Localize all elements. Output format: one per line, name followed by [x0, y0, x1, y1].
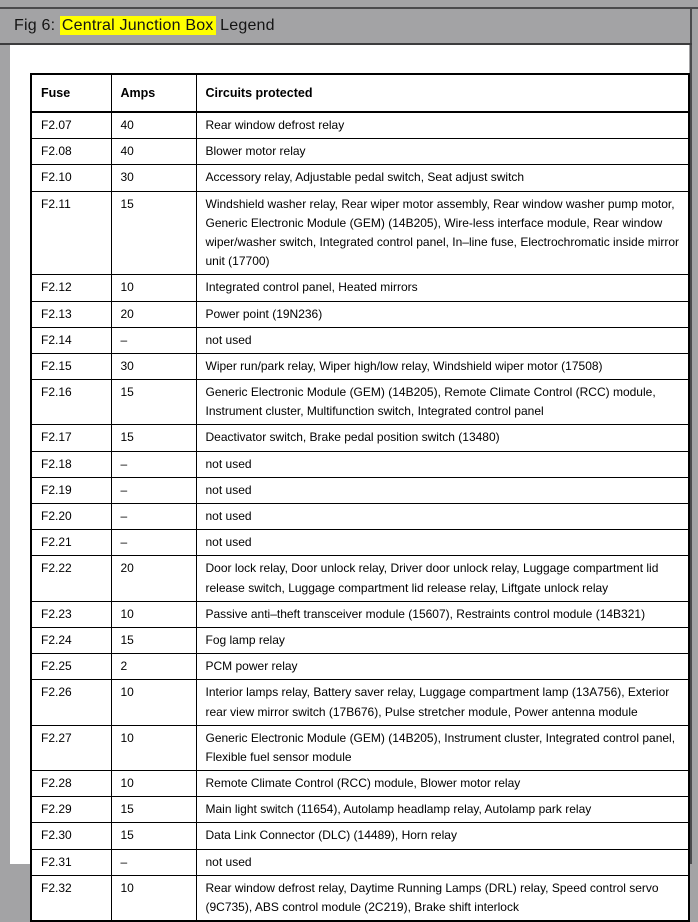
circuits-cell: Wiper run/park relay, Wiper high/low relay, Windshield wiper motor (17508) — [196, 353, 689, 379]
fuse-cell: F2.28 — [31, 771, 111, 797]
figure-caption-highlight: Central Junction Box — [61, 17, 214, 34]
table-header-row — [31, 74, 689, 112]
fuse-cell: F2.24 — [31, 627, 111, 653]
amps-cell: 10 — [111, 771, 196, 797]
table-row — [31, 849, 689, 875]
amps-cell: – — [111, 477, 196, 503]
amps-cell: 2 — [111, 654, 196, 680]
amps-cell: – — [111, 530, 196, 556]
fuse-cell: F2.16 — [31, 380, 111, 425]
circuits-cell: not used — [196, 327, 689, 353]
amps-cell: 15 — [111, 425, 196, 451]
amps-cell: 15 — [111, 823, 196, 849]
fuse-cell: F2.12 — [31, 275, 111, 301]
circuits-cell: not used — [196, 849, 689, 875]
table-row — [31, 725, 689, 770]
circuits-cell: Deactivator switch, Brake pedal position switch (13480) — [196, 425, 689, 451]
table-row — [31, 139, 689, 165]
table-row — [31, 680, 689, 725]
figure-caption — [14, 17, 275, 35]
fuse-cell: F2.30 — [31, 823, 111, 849]
fuse-cell: F2.23 — [31, 601, 111, 627]
fuse-cell: F2.25 — [31, 654, 111, 680]
fuse-cell: F2.27 — [31, 725, 111, 770]
document-page — [10, 45, 689, 914]
table-row — [31, 771, 689, 797]
table-row — [31, 112, 689, 139]
table-row — [31, 601, 689, 627]
amps-cell: 40 — [111, 139, 196, 165]
table-row — [31, 425, 689, 451]
fuse-cell: F2.13 — [31, 301, 111, 327]
table-row — [31, 191, 689, 275]
circuits-cell: Remote Climate Control (RCC) module, Blower motor relay — [196, 771, 689, 797]
fuse-cell: F2.08 — [31, 139, 111, 165]
amps-cell: 15 — [111, 797, 196, 823]
amps-cell: 15 — [111, 380, 196, 425]
figure-caption-suffix: Legend — [215, 17, 275, 34]
fuse-cell: F2.22 — [31, 556, 111, 601]
circuits-cell: PCM power relay — [196, 654, 689, 680]
fuse-cell: F2.14 — [31, 327, 111, 353]
amps-cell: – — [111, 451, 196, 477]
table-row — [31, 627, 689, 653]
table-row — [31, 353, 689, 379]
amps-cell: 10 — [111, 725, 196, 770]
circuits-cell: not used — [196, 477, 689, 503]
table-row — [31, 327, 689, 353]
circuits-cell: not used — [196, 504, 689, 530]
header-fuse: Fuse — [31, 74, 111, 112]
amps-cell: 10 — [111, 601, 196, 627]
fuse-cell: F2.29 — [31, 797, 111, 823]
circuits-cell: Interior lamps relay, Battery saver relay, Luggage compartment lamp (13A756), Exterior rear view mirror switch (17B676), Pulse stretcher module, Power antenna module — [196, 680, 689, 725]
amps-cell: 30 — [111, 353, 196, 379]
table-row — [31, 875, 689, 921]
circuits-cell: Generic Electronic Module (GEM) (14B205), Remote Climate Control (RCC) module, Instrument cluster, Multifunction switch, Integrated control panel — [196, 380, 689, 425]
amps-cell: – — [111, 327, 196, 353]
fuse-cell: F2.15 — [31, 353, 111, 379]
circuits-cell: Generic Electronic Module (GEM) (14B205), Instrument cluster, Integrated control panel, Flexible fuel sensor module — [196, 725, 689, 770]
amps-cell: 20 — [111, 556, 196, 601]
fuse-cell: F2.26 — [31, 680, 111, 725]
header-amps: Amps — [111, 74, 196, 112]
circuits-cell: Blower motor relay — [196, 139, 689, 165]
fuse-cell: F2.31 — [31, 849, 111, 875]
fuse-cell: F2.20 — [31, 504, 111, 530]
circuits-cell: Fog lamp relay — [196, 627, 689, 653]
fuse-cell: F2.18 — [31, 451, 111, 477]
table-row — [31, 165, 689, 191]
amps-cell: – — [111, 504, 196, 530]
amps-cell: 10 — [111, 875, 196, 921]
header-circuits: Circuits protected — [196, 74, 689, 112]
frame-top-border — [0, 7, 698, 9]
fuse-cell: F2.32 — [31, 875, 111, 921]
fuse-cell: F2.07 — [31, 112, 111, 139]
table-row — [31, 797, 689, 823]
circuits-cell: Passive anti–theft transceiver module (15607), Restraints control module (14B321) — [196, 601, 689, 627]
amps-cell: 30 — [111, 165, 196, 191]
circuits-cell: Accessory relay, Adjustable pedal switch, Seat adjust switch — [196, 165, 689, 191]
table-row — [31, 451, 689, 477]
circuits-cell: Rear window defrost relay — [196, 112, 689, 139]
circuits-cell: not used — [196, 451, 689, 477]
fuse-cell: F2.19 — [31, 477, 111, 503]
fuse-legend-table — [30, 73, 690, 922]
table-row — [31, 654, 689, 680]
amps-cell: 20 — [111, 301, 196, 327]
table-row — [31, 556, 689, 601]
amps-cell: 40 — [111, 112, 196, 139]
circuits-cell: Main light switch (11654), Autolamp headlamp relay, Autolamp park relay — [196, 797, 689, 823]
frame-right-border — [690, 7, 692, 864]
fuse-cell: F2.11 — [31, 191, 111, 275]
circuits-cell: Door lock relay, Door unlock relay, Driver door unlock relay, Luggage compartment lid release switch, Luggage compartment lid release relay, Liftgate unlock relay — [196, 556, 689, 601]
circuits-cell: Integrated control panel, Heated mirrors — [196, 275, 689, 301]
amps-cell: 15 — [111, 627, 196, 653]
table-row — [31, 530, 689, 556]
circuits-cell: not used — [196, 530, 689, 556]
table-row — [31, 823, 689, 849]
table-row — [31, 301, 689, 327]
amps-cell: 10 — [111, 275, 196, 301]
fuse-table-body — [31, 112, 689, 921]
fuse-cell: F2.17 — [31, 425, 111, 451]
table-row — [31, 275, 689, 301]
fuse-cell: F2.21 — [31, 530, 111, 556]
table-row — [31, 380, 689, 425]
fuse-cell: F2.10 — [31, 165, 111, 191]
amps-cell: – — [111, 849, 196, 875]
amps-cell: 10 — [111, 680, 196, 725]
circuits-cell: Rear window defrost relay, Daytime Running Lamps (DRL) relay, Speed control servo (9C735), ABS control module (2C219), Brake shift interlock — [196, 875, 689, 921]
circuits-cell: Data Link Connector (DLC) (14489), Horn relay — [196, 823, 689, 849]
table-row — [31, 477, 689, 503]
circuits-cell: Power point (19N236) — [196, 301, 689, 327]
figure-caption-prefix: Fig 6: — [14, 17, 60, 34]
circuits-cell: Windshield washer relay, Rear wiper motor assembly, Rear window washer pump motor, Generic Electronic Module (GEM) (14B205), Wire-less interface module, Rear window wiper/washer switch, Integrated control panel, In–line fuse, Electrochromatic inside mirror unit (17700) — [196, 191, 689, 275]
table-row — [31, 504, 689, 530]
amps-cell: 15 — [111, 191, 196, 275]
